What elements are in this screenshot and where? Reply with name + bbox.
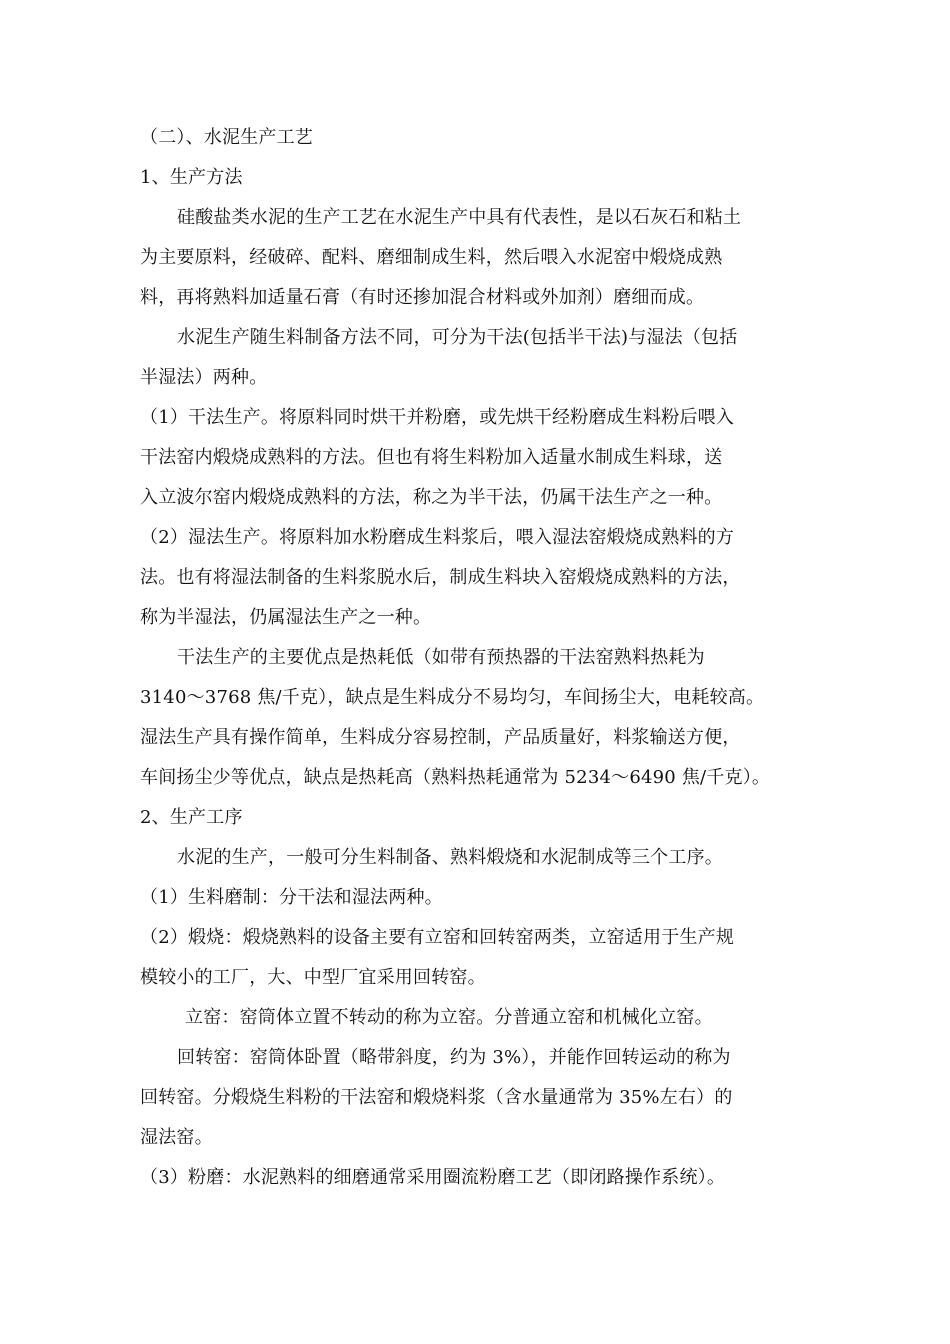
- paragraph-cement-grinding: [140, 1158, 810, 1198]
- subsection-title-production-method: 1、生产方法: [140, 167, 243, 188]
- paragraph-wet-process: [140, 518, 810, 638]
- text-line: 硅酸盐类水泥的生产工艺在水泥生产中具有代表性，是以石灰石和粘土: [177, 207, 742, 228]
- text-line: 立窑：窑筒体立置不转动的称为立窑。分普通立窑和机械化立窑。: [185, 1007, 713, 1028]
- text-line: 半湿法）两种。: [140, 367, 268, 388]
- text-line: （1）生料磨制：分干法和湿法两种。: [140, 887, 443, 908]
- text-line: （2）煅烧：煅烧熟料的设备主要有立窑和回转窑两类，立窑适用于生产规: [140, 927, 735, 948]
- paragraph-dry-process: [140, 398, 810, 518]
- text-line: 水泥的生产，一般可分生料制备、熟料煅烧和水泥制成等三个工序。: [177, 847, 723, 868]
- text-line: 湿法生产具有操作简单，生料成分容易控制，产品质量好，料浆输送方便，: [140, 727, 741, 748]
- text-line: 车间扬尘少等优点，缺点是热耗高（熟料热耗通常为 5234～6490 焦/千克）。: [140, 767, 771, 788]
- section-title: （二）、水泥生产工艺: [140, 127, 313, 148]
- text-line: 水泥生产随生料制备方法不同，可分为干法(包括半干法)与湿法（包括: [177, 327, 738, 348]
- text-line: 入立波尔窑内煅烧成熟料的方法，称之为半干法，仍属干法生产之一种。: [140, 487, 723, 508]
- text-line: 回转窑：窑筒体卧置（略带斜度，约为 3%），并能作回转运动的称为: [177, 1047, 731, 1068]
- paragraph-silicate-cement: [140, 198, 810, 318]
- text-line: 法。也有将湿法制备的生料浆脱水后，制成生料块入窑煅烧成熟料的方法，: [140, 567, 741, 588]
- paragraph-pros-cons: [140, 638, 810, 798]
- text-line: 湿法窑。: [140, 1127, 213, 1148]
- paragraph-rotary-kiln: [140, 1038, 810, 1158]
- text-line: （3）粉磨：水泥熟料的细磨通常采用圈流粉磨工艺（即闭路操作系统）。: [140, 1167, 726, 1188]
- text-line: 称为半湿法，仍属湿法生产之一种。: [140, 607, 432, 628]
- paragraph-three-steps: [140, 838, 810, 878]
- text-line: 3140～3768 焦/千克），缺点是生料成分不易均匀，车间扬尘大，电耗较高。: [140, 687, 765, 708]
- paragraph-dry-wet-methods: [140, 318, 810, 398]
- paragraph-shaft-kiln: [140, 998, 810, 1038]
- text-line: 模较小的工厂，大、中型厂宜采用回转窑。: [140, 967, 486, 988]
- subsection-title-production-steps: 2、生产工序: [140, 807, 243, 828]
- text-line: （2）湿法生产。将原料加水粉磨成生料浆后，喂入湿法窑煅烧成熟料的方: [140, 527, 735, 548]
- text-line: 料，再将熟料加适量石膏（有时还掺加混合材料或外加剂）磨细而成。: [140, 287, 705, 308]
- text-line: 回转窑。分煅烧生料粉的干法窑和煅烧料浆（含水量通常为 35%左右）的: [140, 1087, 733, 1108]
- text-line: 干法生产的主要优点是热耗低（如带有预热器的干法窑熟料热耗为: [177, 647, 705, 668]
- document-body: [140, 118, 810, 1198]
- text-line: （1）干法生产。将原料同时烘干并粉磨，或先烘干经粉磨成生料粉后喂入: [140, 407, 735, 428]
- paragraph-calcination: [140, 918, 810, 998]
- text-line: 为主要原料，经破碎、配料、磨细制成生料，然后喂入水泥窑中煅烧成熟: [140, 247, 723, 268]
- text-line: 干法窑内煅烧成熟料的方法。但也有将生料粉加入适量水制成生料球，送: [140, 447, 723, 468]
- paragraph-raw-meal-grinding: [140, 878, 810, 918]
